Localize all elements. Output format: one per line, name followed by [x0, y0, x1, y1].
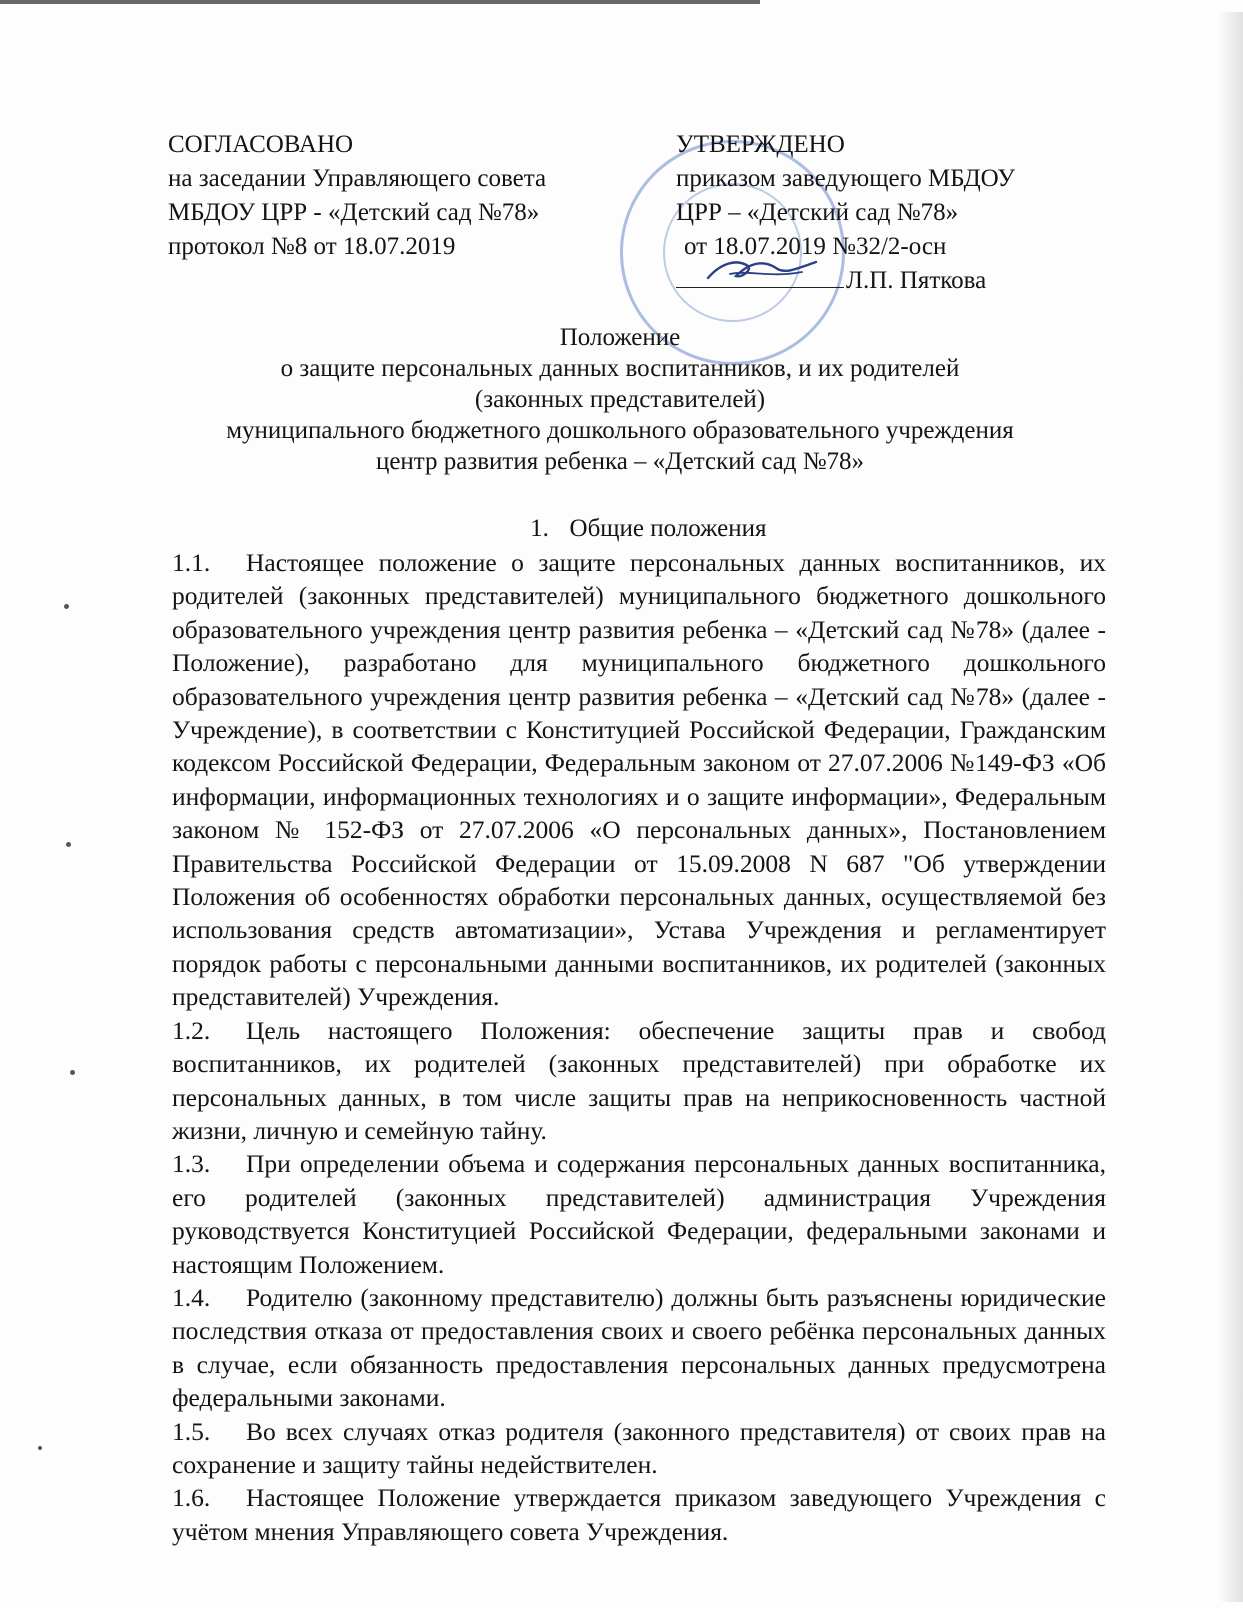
approval-left-line: на заседании Управляющего совета: [168, 165, 547, 192]
document-title: [120, 322, 1120, 477]
approval-right-line: от 18.07.2019 №32/2-осн: [684, 233, 947, 260]
handwritten-signature: [690, 244, 830, 294]
paragraph-number: 1.4.: [172, 1282, 211, 1312]
paragraph: [172, 1014, 1106, 1148]
scan-edge-top: [0, 0, 760, 4]
title-line: о защите персональных данных воспитанников, и их родителей: [280, 355, 960, 382]
paragraph-text: Родителю (законному представителю) должны быть разъяснены юридические последствия отказа от предоставления своих и своего ребёнка персональных данных в случае, если обязанность предоставления персональных данных предусмотрена федеральными законами.: [172, 1282, 1106, 1413]
section-number: 1.: [530, 515, 549, 542]
scan-edge-right: [1217, 12, 1243, 1602]
approval-right-line: приказом заведующего МБДОУ: [676, 165, 1016, 192]
paragraph-number: 1.6.: [172, 1483, 211, 1513]
approval-right-heading: УТВЕРЖДЕНО: [676, 131, 845, 158]
title-line: центр развития ребенка – «Детский сад №78»: [375, 448, 865, 475]
paragraph-number: 1.2.: [172, 1015, 211, 1045]
section-heading: [170, 513, 1106, 544]
title-line: (законных представителей): [474, 386, 766, 413]
document-body: [172, 546, 1106, 1548]
title-line: Положение: [559, 324, 681, 351]
paragraph: [172, 1281, 1106, 1415]
paragraph-number: 1.3.: [172, 1149, 211, 1179]
paragraph: [172, 546, 1106, 1014]
approval-right-line: ЦРР – «Детский сад №78»: [676, 199, 959, 226]
paragraph-number: 1.1.: [172, 548, 211, 577]
scan-speck: [70, 1070, 75, 1075]
signatory-name: Л.П. Пяткова: [846, 267, 987, 294]
approval-left-line: протокол №8 от 18.07.2019: [168, 233, 456, 260]
paragraph: [172, 1415, 1106, 1482]
paragraph-text: Цель настоящего Положения: обеспечение защиты прав и свобод воспитанников, их родителей (законных представителей) при обработке их персональных данных, в том числе защиты прав на неприкосновенность частной жизни, личную и семейную тайну.: [172, 1015, 1106, 1145]
approval-left-line: МБДОУ ЦРР - «Детский сад №78»: [168, 199, 540, 226]
paragraph-text: Настоящее положение о защите персональных данных воспитанников, их родителей (законных представителей) муниципального бюджетного дошкольного образовательного учреждения центр развития ребенка – «Детский сад №78» (далее - Положение), разработано для муниципального бюджетного дошкольного образовательного учреждения центр развития ребенка – «Детский сад №78» (далее - Учреждение), в соответствии с Конституцией Российской Федерации, Гражданским кодексом Российской Федерации, Федеральным законом от 27.07.2006 №149-ФЗ «Об информации, информационных технологиях и о защите информации», Федеральным законом № 152-ФЗ от 27.07.2006 «О персональных данных», Постановлением Правительства Российской Федерации от 15.09.2008 N 687 "Об утверждении Положения об особенностях обработки персональных данных, осуществляемой без использования средств автоматизации», Устава Учреждения и регламентирует порядок работы с персональными данными воспитанников, их родителей (законных представителей) Учреждения.: [172, 548, 1106, 1012]
section-title: Общие положения: [569, 515, 767, 542]
title-line: муниципального бюджетного дошкольного образовательного учреждения: [226, 417, 1014, 444]
paragraph-text: Во всех случаях отказ родителя (законного представителя) от своих прав на сохранение и защиту тайны недействителен.: [172, 1416, 1106, 1479]
paragraph-number: 1.5.: [172, 1416, 211, 1446]
approval-left: [168, 128, 546, 264]
paragraph: [172, 1147, 1106, 1281]
paragraph-text: Настоящее Положение утверждается приказом заведующего Учреждения с учётом мнения Управляющего совета Учреждения.: [172, 1483, 1106, 1546]
scan-speck: [66, 842, 71, 847]
paragraph-text: При определении объема и содержания персональных данных воспитанника, его родителей (законных представителей) администрация Учреждения руководствуется Конституцией Российской Федерации, федеральными законами и настоящим Положением.: [172, 1149, 1106, 1279]
scan-speck: [38, 1446, 42, 1450]
scan-speck: [64, 604, 69, 609]
approval-left-heading: СОГЛАСОВАНО: [168, 131, 354, 158]
paragraph: [172, 1481, 1106, 1548]
